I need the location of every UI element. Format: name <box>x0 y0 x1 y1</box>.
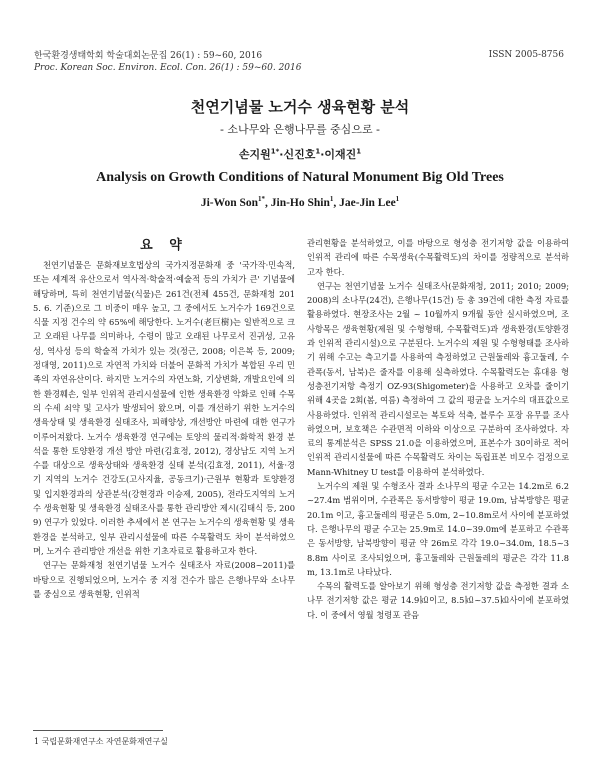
paragraph: 연구는 문화재청 천연기념물 노거수 실태조사 자료(2008~2011)를 바탕으로 진행되었으며, 노거수 중 지정 건수가 많은 은행나무와 소나무를 중심으로 생육현황, 인위적 <box>33 560 295 599</box>
author-2-affiliation: 1 <box>315 147 321 156</box>
author-2-en: Jin-Ho Shin <box>270 197 330 209</box>
abstract-column-left <box>33 258 295 722</box>
paragraph: 연구는 천연기념물 노거수 실태조사(문화재청, 2011; 2010; 2009; 2008)의 소나무(24건), 은행나무(15건) 등 총 39건에 대한 측정 자료를 활용하였다. 현장조사는 2월 ~ 10월까지 9개월 동안 실시하였으며, 조사항목은 생육현황(제원 및 수형형태, 수목활력도)과 생육환경(토양환경과 인위적 관리시설)으로 구분된다. 노거수의 제원 및 수형형태를 조사하기 위해 수고는 측고기를 사용하여 측정하였고 근원둘레와 흉고둘레, 수관폭(동서, 남북)은 줄자를 이용해 실측하였다. 수목활력도는 휴대용 형성층전기저항 측정기 OZ-93(Shigometer)을 사용하고 오차를 줄이기 위해 4곳을 2회(봄, 여름) 측정하여 그 값의 평균을 노거수의 대표값으로 사용하였다. 인위적 관리시설로는 복토와 석축, 블루수 포장 유무를 조사하였으며, 보호책은 수관면적 이하와 이상으로 구분하여 조사하였다. 자료의 통계분석은 SPSS 21.0을 이용하였으며, 표본수가 30이하로 적어 인위적 관리시설물에 따른 수목활력도 차이는 독립표본 비모수 검정으로 Mann-Whitney U test를 이용하여 분석하였다. <box>307 280 569 477</box>
footnote-divider <box>33 730 163 731</box>
journal-citation-english: Proc. Korean Soc. Environ. Ecol. Con. 26(1) : 59~60. 2016 <box>34 63 302 73</box>
affiliation-footnote: 1 국립문화재연구소 자연문화재연구실 <box>34 737 168 746</box>
author-separator: · <box>320 148 325 161</box>
journal-citation-korean: 한국환경생태학회 학술대회논문집 26(1) : 59~60, 2016 <box>34 51 263 61</box>
author-separator: · <box>279 148 284 161</box>
paragraph: 관리현황을 분석하였고, 이를 바탕으로 형성층 전기저항 값을 이용하여 인위적 관리에 따른 수목생육(수목활력도)의 차이를 정량적으로 분석하고자 한다. <box>307 238 569 277</box>
subtitle-korean: - 소나무와 은행나무를 중심으로 - <box>219 123 381 136</box>
paragraph: 천연기념물은 문화재보호법상의 국가지정문화재 중 '국가작·민속적, 또는 세계적 유산으로서 역사적·학술적·예술적 등의 가치가 큰' 기념물에 해당하며, 특히 천연기념물(식물)은 261건(전체 455건, 문화재청 2015. 6. 기준)으로 그 비중이 매우 높고, 그 중에서도 노거수가 169건으로 식물 지정 건수의 약 65%에 해당한다. 노거수(老巨樹)는 일반적으로 크고 오래된 나무를 의미하나, 수령이 많고 오래된 나무로서 진귀성, 고유성, 역사성 등의 학술적 가치가 있는 것(정근, 2008; 이은복 등, 2009; 정대영, 2011)으로 자연적 가치와 더불어 문화적 가치가 복합된 우리 민족의 자연유산이다. 하지만 노거수의 자연노화, 기상변화, 개발요인에 의한 환경훼손, 일부 인위적 관리시설물에 인한 생육환경 악화로 인해 수목의 수세 쇠약 및 고사가 발생되어 왔으며, 이를 개선하기 위한 노거수의 생육상태 및 생육환경 실태조사, 피해양상, 개선방안 마련에 대한 연구가 이루어져왔다. 노거수 생육환경 연구에는 토양의 물리적·화학적 환경 분석을 통한 토양환경 개선 방안 마련(김효정, 2012), 경상남도 지역 노거수를 대상으로 생육상태와 생육환경 실태 분석(김효정, 2011), 서울·경기 지역의 노거수 건강도(고사지율, 공동크기)·근원부 현황과 토양환경 및 입지환경과의 상관분석(강현경과 이승제, 2005), 전라도지역의 노거수 생육현황 및 생육환경 실태조사를 통한 관리방안 제시(김태식 등, 2009) 연구가 있었다. 이러한 추세에서 본 연구는 노거수의 생육현황 및 생육환경을 분석하고, 일부 관리시설물에 따른 수목활력도 차이 분석하였으며, 노거수 관리방안 개선을 위한 기초자료로 활용하고자 한다. <box>33 260 295 556</box>
authors-korean <box>0 146 600 162</box>
author-3-en-affiliation: 1 <box>395 195 400 204</box>
title-korean: 천연기념물 노거수 생육현황 분석 <box>190 98 410 116</box>
abstract-column-right <box>307 236 569 756</box>
author-3-en: Jae-Jin Lee <box>339 197 396 209</box>
author-separator: , <box>333 197 340 209</box>
author-3: 이재진 <box>324 148 357 161</box>
author-1-affiliation: 1* <box>270 147 280 156</box>
author-1-en-affiliation: 1* <box>258 195 266 204</box>
paragraph: 수목의 활력도를 알아보기 위해 형성층 전기저항 값을 측정한 결과 소나무 전기저항 값은 평균 14.9㏀이고, 8.5㏀~37.5㏀사이에 분포하였다. 이 중에서 영월 청령포 관음 <box>307 581 569 620</box>
author-3-affiliation: 1 <box>356 147 362 156</box>
author-1: 손지원 <box>238 148 271 161</box>
running-header <box>34 50 301 74</box>
authors-english <box>0 197 600 209</box>
abstract-heading: 요 약 <box>140 238 188 253</box>
title-english: Analysis on Growth Conditions of Natural Monument Big Old Trees <box>96 170 504 185</box>
issn: ISSN 2005-8756 <box>488 50 564 60</box>
author-2-en-affiliation: 1 <box>329 195 334 204</box>
author-1-en: Ji-Won Son <box>200 197 259 209</box>
paragraph: 노거수의 제원 및 수형조사 결과 소나무의 평균 수고는 14.2m로 6.2~27.4m 범위이며, 수관폭은 동서방향이 평균 19.0m, 남북방향은 평균 20.1m 이고, 흉고둘레의 평균은 5.0m, 2~10.8m로서 사이에 분포하였다. 은행나무의 평균 수고는 25.9m로 14.0~39.0m에 분포하고 수관폭은 동서방향, 남북방향이 평균 약 26m로 각각 19.0~34.0m, 18.5~38.8m 사이로 조사되었으며, 흉고둘레와 근원둘레의 평균은 각각 11.8m, 13.1m로 나타났다. <box>307 481 569 577</box>
author-2: 신진호 <box>283 148 316 161</box>
author-separator: , <box>265 197 271 209</box>
